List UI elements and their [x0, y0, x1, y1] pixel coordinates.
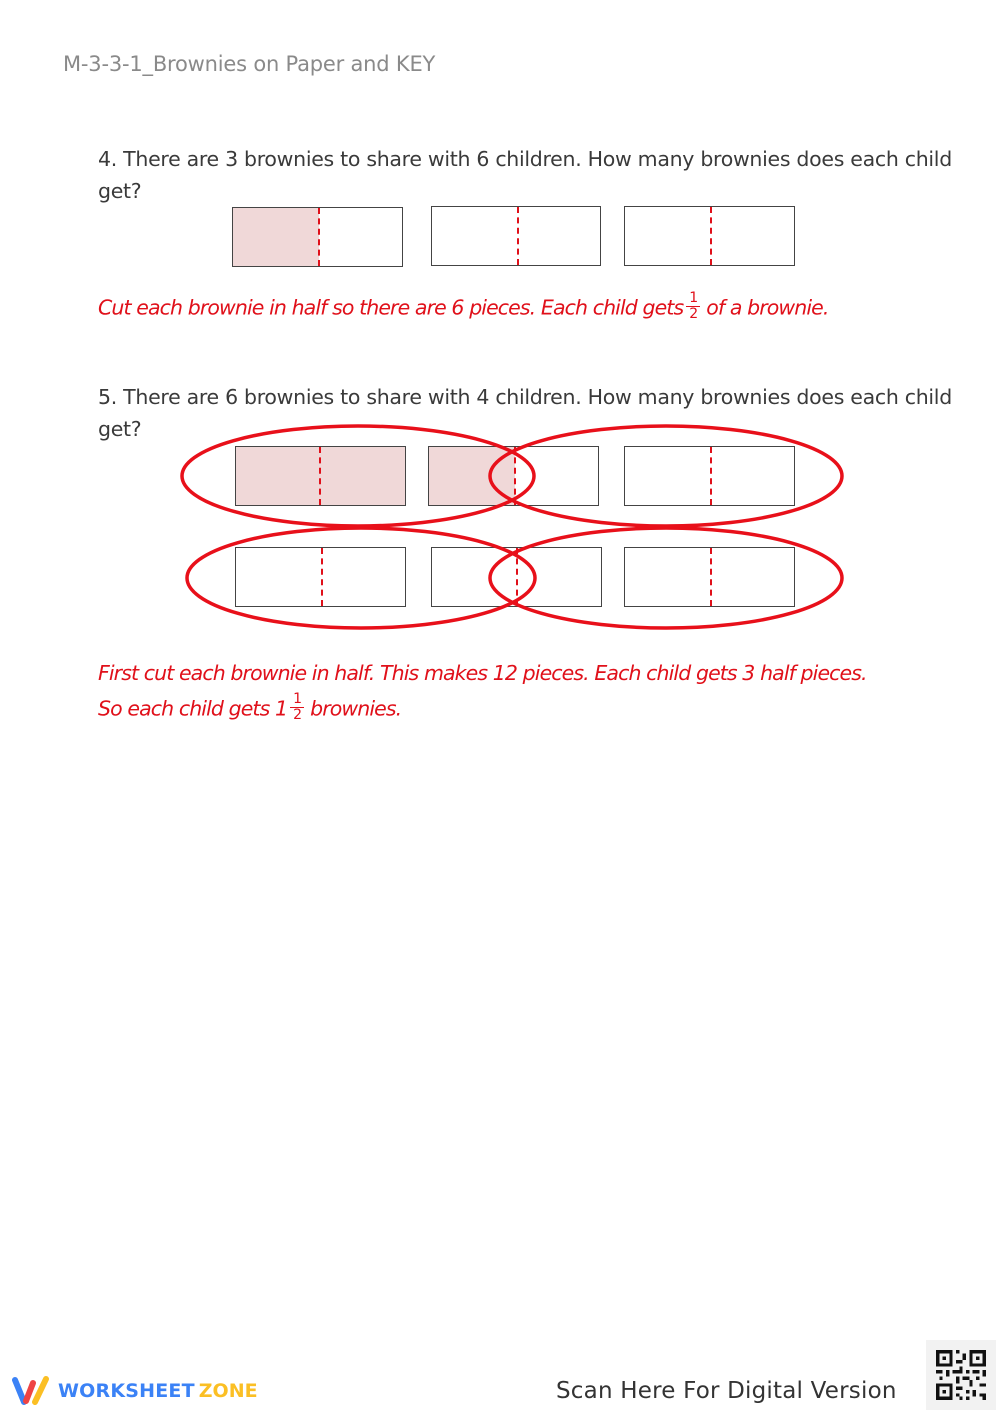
problem-5-answer-line2 — [98, 691, 402, 725]
cut-line — [321, 548, 323, 606]
brownie-p5-4 — [235, 547, 406, 607]
answer-text: So each child gets 1 — [98, 696, 288, 721]
logo-w-icon — [10, 1374, 50, 1408]
fraction-numerator: 1 — [686, 291, 700, 307]
answer-text: Cut each brownie in half so there are 6 pieces. Each child gets — [98, 295, 684, 320]
problem-5-answer-line1: First cut each brownie in half. This makes 12 pieces. Each child gets 3 half pieces. — [98, 661, 867, 685]
cut-line — [318, 208, 320, 266]
cut-line — [517, 207, 519, 265]
fraction-numerator: 1 — [290, 692, 304, 708]
brownie-p5-5 — [431, 547, 602, 607]
cut-line — [710, 447, 712, 505]
fraction-denominator: 2 — [689, 306, 698, 322]
problem-4-answer — [98, 290, 829, 324]
brownie-p4-3 — [624, 206, 795, 266]
cut-line — [516, 548, 518, 606]
cut-line — [710, 207, 712, 265]
answer-text-end: of a brownie. — [706, 295, 829, 320]
scan-prompt: Scan Here For Digital Version — [556, 1378, 897, 1404]
cut-line — [319, 447, 321, 505]
brownie-p4-1 — [232, 207, 403, 267]
brownie-p5-3 — [624, 446, 795, 506]
shaded-half — [429, 447, 515, 505]
fraction-denominator: 2 — [293, 707, 302, 723]
brownie-p5-6 — [624, 547, 795, 607]
brand-name-part2: ZONE — [198, 1380, 258, 1402]
document-title: M-3-3-1_Brownies on Paper and KEY — [63, 52, 436, 76]
answer-text-end: brownies. — [310, 696, 402, 721]
brownie-p5-2 — [428, 446, 599, 506]
shaded-half — [233, 208, 319, 266]
fraction-one-half — [686, 291, 700, 322]
brownie-p5-1 — [235, 446, 406, 506]
brand-name-part1: WORKSHEET — [58, 1380, 195, 1402]
cut-line — [514, 447, 516, 505]
problem-4-question: 4. There are 3 brownies to share with 6 children. How many brownies does each child get? — [98, 147, 952, 203]
cut-line — [710, 548, 712, 606]
brownie-p4-2 — [431, 206, 601, 266]
fraction-one-half — [290, 692, 304, 723]
worksheet-zone-logo[interactable] — [10, 1374, 258, 1408]
problem-5-question: 5. There are 6 brownies to share with 4 children. How many brownies does each child get? — [98, 385, 952, 441]
qr-code-icon[interactable] — [926, 1340, 996, 1410]
